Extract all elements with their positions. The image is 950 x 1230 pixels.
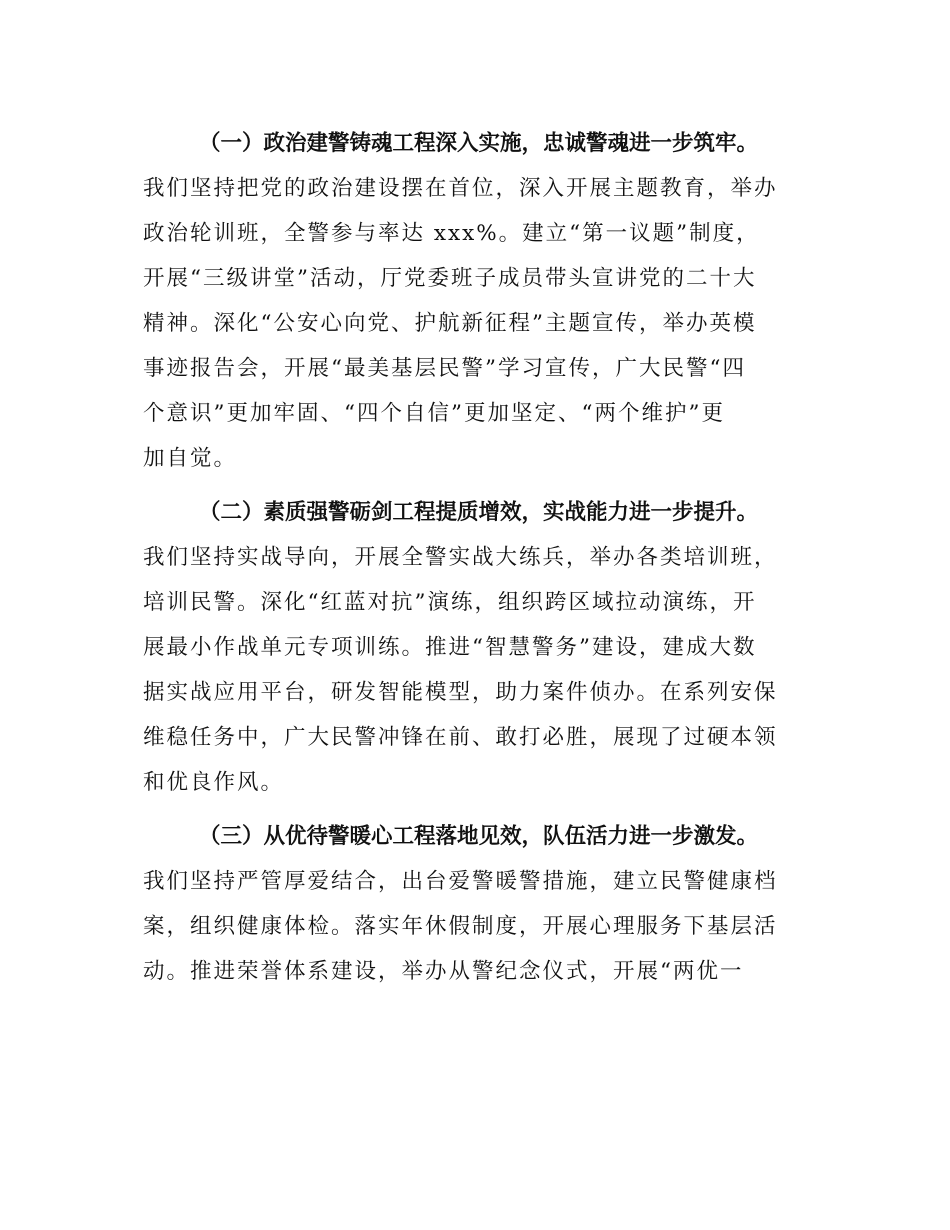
paragraph-line: 动。推进荣誉体系建设，举办从警纪念仪式，开展“两优一 bbox=[143, 959, 744, 984]
section-1 bbox=[143, 121, 818, 481]
paragraph-line: 加自觉。 bbox=[143, 446, 238, 471]
section-heading: （三）从优待警暖心工程落地见效，队伍活力进一步激发。 bbox=[199, 824, 759, 849]
section-2 bbox=[143, 490, 818, 805]
paragraph-line: 据实战应用平台，研发智能模型，助力案件侦办。在系列安保 bbox=[143, 680, 778, 705]
paragraph-line: 我们坚持严管厚爱结合，出台爱警暖警措施，建立民警健康档 bbox=[143, 869, 778, 894]
document-body bbox=[143, 121, 818, 994]
paragraph-line: 政治轮训班，全警参与率达 xxx%。建立“第一议题”制度， bbox=[143, 221, 760, 246]
paragraph-line: 展最小作战单元专项训练。推进“智慧警务”建设，建成大数 bbox=[143, 635, 757, 660]
paragraph-line: 个意识”更加牢固、“四个自信”更加坚定、“两个维护”更 bbox=[143, 401, 725, 426]
paragraph-line: 培训民警。深化“红蓝对抗”演练，组织跨区域拉动演练，开 bbox=[143, 590, 757, 615]
paragraph-line: 案，组织健康体检。落实年休假制度，开展心理服务下基层活 bbox=[143, 914, 778, 939]
paragraph-line: 开展“三级讲堂”活动，厅党委班子成员带头宣讲党的二十大 bbox=[143, 266, 757, 291]
section-heading: （一）政治建警铸魂工程深入实施，忠诚警魂进一步筑牢。 bbox=[199, 131, 759, 156]
section-3 bbox=[143, 814, 818, 994]
paragraph-line: 我们坚持把党的政治建设摆在首位，深入开展主题教育，举办 bbox=[143, 176, 778, 201]
paragraph-line: 和优良作风。 bbox=[143, 770, 285, 795]
paragraph-line: 精神。深化“公安心向党、护航新征程”主题宣传，举办英模 bbox=[143, 311, 757, 336]
paragraph-line: 我们坚持实战导向，开展全警实战大练兵，举办各类培训班， bbox=[143, 545, 778, 570]
paragraph-line: 维稳任务中，广大民警冲锋在前、敢打必胜，展现了过硬本领 bbox=[143, 725, 778, 750]
paragraph-line: 事迹报告会，开展“最美基层民警”学习宣传，广大民警“四 bbox=[143, 356, 746, 381]
section-heading: （二）素质强警砺剑工程提质增效，实战能力进一步提升。 bbox=[199, 500, 759, 525]
